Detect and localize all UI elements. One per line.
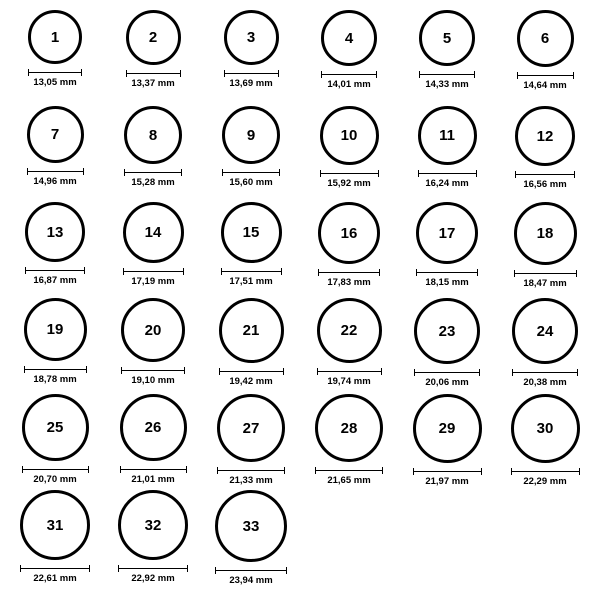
ring-size-grid xyxy=(6,10,594,586)
diameter-label: 14,01 mm xyxy=(327,79,371,90)
diameter-label: 21,01 mm xyxy=(131,474,175,485)
diameter-measure-line xyxy=(419,70,475,78)
ring-circle xyxy=(118,490,188,560)
measure-bar xyxy=(419,74,475,75)
ring-circle xyxy=(25,202,85,262)
ring-size-cell xyxy=(496,298,594,394)
diameter-measure-line xyxy=(28,68,82,76)
ring-size-cell xyxy=(6,106,104,202)
measure-bar xyxy=(221,271,282,272)
diameter-label: 20,38 mm xyxy=(523,377,567,388)
diameter-measure-line xyxy=(22,465,89,473)
ring-size-number: 27 xyxy=(242,419,260,437)
ring-size-cell xyxy=(104,106,202,202)
measure-bar xyxy=(217,470,285,471)
measure-bar xyxy=(219,371,284,372)
ring-size-number: 19 xyxy=(46,321,64,338)
ring-circle xyxy=(419,10,475,66)
ring-size-cell xyxy=(398,202,496,298)
ring-size-cell xyxy=(300,394,398,490)
diameter-measure-line xyxy=(514,269,577,277)
ring-size-cell xyxy=(6,10,104,106)
diameter-label: 13,37 mm xyxy=(131,78,175,89)
ring-size-cell xyxy=(300,202,398,298)
diameter-label: 19,74 mm xyxy=(327,376,371,387)
ring-size-number: 11 xyxy=(439,127,455,144)
measure-bar xyxy=(320,173,379,174)
measure-bar xyxy=(124,172,182,173)
diameter-measure-line xyxy=(126,69,181,77)
diameter-label: 21,65 mm xyxy=(327,475,371,486)
measure-bar xyxy=(318,272,380,273)
diameter-label: 20,06 mm xyxy=(425,377,469,388)
ring-size-cell xyxy=(300,106,398,202)
ring-circle xyxy=(512,298,578,364)
diameter-measure-line xyxy=(124,168,182,176)
ring-size-number: 24 xyxy=(536,322,554,340)
ring-size-cell xyxy=(300,298,398,394)
diameter-label: 18,78 mm xyxy=(33,374,77,385)
measure-bar xyxy=(414,372,480,373)
ring-circle xyxy=(24,298,87,361)
diameter-measure-line xyxy=(414,368,480,376)
ring-size-cell xyxy=(104,202,202,298)
measure-bar xyxy=(517,75,574,76)
ring-size-cell xyxy=(398,10,496,106)
diameter-measure-line xyxy=(315,466,383,474)
ring-size-cell xyxy=(6,490,104,586)
measure-bar xyxy=(222,172,280,173)
diameter-label: 13,05 mm xyxy=(33,77,77,88)
measure-bar xyxy=(418,173,477,174)
ring-size-cell xyxy=(496,394,594,490)
diameter-measure-line xyxy=(517,71,574,79)
diameter-label: 19,10 mm xyxy=(131,375,175,386)
ring-size-cell xyxy=(300,10,398,106)
measure-bar xyxy=(515,174,575,175)
diameter-measure-line xyxy=(413,467,482,475)
measure-bar xyxy=(321,74,377,75)
diameter-measure-line xyxy=(219,367,284,375)
ring-size-number: 23 xyxy=(438,322,456,340)
ring-size-number: 17 xyxy=(438,224,456,242)
ring-size-number: 20 xyxy=(144,321,162,339)
measure-bar xyxy=(224,73,279,74)
ring-size-cell xyxy=(104,10,202,106)
ring-size-number: 16 xyxy=(340,224,358,242)
diameter-label: 15,28 mm xyxy=(131,177,175,188)
diameter-label: 21,33 mm xyxy=(229,475,273,486)
diameter-measure-line xyxy=(215,566,287,574)
ring-size-cell xyxy=(398,298,496,394)
diameter-label: 21,97 mm xyxy=(425,476,469,487)
measure-bar xyxy=(514,273,577,274)
ring-circle xyxy=(317,298,382,363)
ring-size-number: 29 xyxy=(438,420,456,437)
ring-circle xyxy=(124,106,182,164)
measure-bar xyxy=(28,72,82,73)
diameter-measure-line xyxy=(321,70,377,78)
diameter-measure-line xyxy=(318,268,380,276)
ring-size-number: 26 xyxy=(144,419,162,436)
diameter-label: 22,92 mm xyxy=(131,573,175,584)
diameter-label: 14,64 mm xyxy=(523,80,567,91)
ring-size-number: 21 xyxy=(242,322,260,339)
ring-size-cell xyxy=(6,202,104,298)
ring-circle xyxy=(27,106,84,163)
ring-size-cell xyxy=(202,10,300,106)
ring-size-cell xyxy=(398,106,496,202)
ring-circle xyxy=(219,298,284,363)
measure-bar xyxy=(118,568,188,569)
ring-size-cell xyxy=(104,298,202,394)
measure-bar xyxy=(416,272,478,273)
diameter-measure-line xyxy=(317,367,382,375)
ring-size-cell xyxy=(496,106,594,202)
ring-circle xyxy=(20,490,90,560)
measure-bar xyxy=(413,471,482,472)
ring-size-number: 8 xyxy=(148,126,158,144)
ring-size-cell xyxy=(104,394,202,490)
ring-size-number: 32 xyxy=(144,516,162,534)
measure-bar xyxy=(315,470,383,471)
ring-size-number: 25 xyxy=(46,419,64,436)
diameter-label: 16,87 mm xyxy=(33,275,77,286)
ring-size-number: 15 xyxy=(242,224,260,241)
ring-circle xyxy=(217,394,285,462)
diameter-measure-line xyxy=(118,564,188,572)
ring-circle xyxy=(121,298,185,362)
diameter-measure-line xyxy=(418,169,477,177)
ring-circle xyxy=(22,394,89,461)
measure-bar xyxy=(121,370,185,371)
diameter-measure-line xyxy=(24,365,87,373)
diameter-label: 14,33 mm xyxy=(425,79,469,90)
diameter-label: 23,94 mm xyxy=(229,575,273,586)
diameter-label: 14,96 mm xyxy=(33,176,77,187)
diameter-label: 17,83 mm xyxy=(327,277,371,288)
measure-bar xyxy=(126,73,181,74)
ring-size-number: 22 xyxy=(340,322,358,339)
ring-circle xyxy=(221,202,282,263)
measure-bar xyxy=(215,570,287,571)
ring-size-cell xyxy=(496,202,594,298)
ring-circle xyxy=(224,10,279,65)
ring-size-cell xyxy=(104,490,202,586)
diameter-label: 15,60 mm xyxy=(229,177,273,188)
ring-circle xyxy=(414,298,480,364)
diameter-label: 17,51 mm xyxy=(229,276,273,287)
ring-size-cell xyxy=(6,394,104,490)
diameter-label: 18,15 mm xyxy=(425,277,469,288)
ring-circle xyxy=(514,202,577,265)
ring-size-number: 14 xyxy=(144,224,162,241)
diameter-label: 19,42 mm xyxy=(229,376,273,387)
ring-size-number: 4 xyxy=(344,29,354,47)
ring-size-number: 5 xyxy=(442,29,452,47)
measure-bar xyxy=(120,469,187,470)
diameter-label: 17,19 mm xyxy=(131,276,175,287)
measure-bar xyxy=(20,568,90,569)
ring-size-number: 2 xyxy=(148,29,158,46)
ring-size-number: 28 xyxy=(340,419,358,437)
ring-circle xyxy=(315,394,383,462)
ring-size-number: 12 xyxy=(536,127,554,145)
ring-circle xyxy=(320,106,379,165)
ring-size-cell xyxy=(6,298,104,394)
ring-circle xyxy=(120,394,187,461)
ring-size-number: 18 xyxy=(536,225,554,242)
measure-bar xyxy=(123,271,184,272)
ring-size-cell xyxy=(398,394,496,490)
ring-circle xyxy=(511,394,580,463)
ring-circle xyxy=(418,106,477,165)
ring-circle xyxy=(515,106,575,166)
diameter-measure-line xyxy=(123,267,184,275)
ring-size-cell xyxy=(202,394,300,490)
diameter-label: 22,29 mm xyxy=(523,476,567,487)
diameter-label: 16,24 mm xyxy=(425,178,469,189)
measure-bar xyxy=(25,270,85,271)
ring-size-number: 13 xyxy=(46,223,64,241)
ring-circle xyxy=(321,10,377,66)
diameter-measure-line xyxy=(222,168,280,176)
diameter-measure-line xyxy=(20,564,90,572)
diameter-measure-line xyxy=(25,266,85,274)
measure-bar xyxy=(24,369,87,370)
diameter-label: 13,69 mm xyxy=(229,78,273,89)
ring-size-number: 9 xyxy=(246,126,256,144)
diameter-measure-line xyxy=(120,465,187,473)
ring-circle xyxy=(126,10,181,65)
ring-circle xyxy=(123,202,184,263)
diameter-measure-line xyxy=(512,368,578,376)
ring-circle xyxy=(222,106,280,164)
ring-size-number: 6 xyxy=(540,30,550,47)
diameter-label: 15,92 mm xyxy=(327,178,371,189)
measure-bar xyxy=(22,469,89,470)
ring-circle xyxy=(517,10,574,67)
ring-size-number: 3 xyxy=(246,29,256,46)
ring-size-number: 30 xyxy=(536,420,554,437)
ring-size-number: 33 xyxy=(242,517,260,535)
diameter-label: 22,61 mm xyxy=(33,573,77,584)
ring-size-cell xyxy=(202,202,300,298)
measure-bar xyxy=(512,372,578,373)
measure-bar xyxy=(317,371,382,372)
diameter-measure-line xyxy=(217,466,285,474)
ring-circle xyxy=(318,202,380,264)
diameter-measure-line xyxy=(121,366,185,374)
ring-circle xyxy=(215,490,287,562)
diameter-measure-line xyxy=(27,167,84,175)
diameter-measure-line xyxy=(511,467,580,475)
ring-size-cell xyxy=(202,298,300,394)
ring-size-number: 31 xyxy=(46,516,64,534)
diameter-label: 16,56 mm xyxy=(523,179,567,190)
ring-size-number: 7 xyxy=(50,126,60,143)
ring-size-cell xyxy=(202,490,300,586)
measure-bar xyxy=(511,471,580,472)
diameter-measure-line xyxy=(221,267,282,275)
diameter-measure-line xyxy=(224,69,279,77)
diameter-label: 20,70 mm xyxy=(33,474,77,485)
diameter-label: 18,47 mm xyxy=(523,278,567,289)
ring-size-number: 10 xyxy=(340,127,358,144)
diameter-measure-line xyxy=(416,268,478,276)
ring-size-cell xyxy=(496,10,594,106)
ring-size-cell xyxy=(202,106,300,202)
ring-circle xyxy=(416,202,478,264)
ring-circle xyxy=(413,394,482,463)
diameter-measure-line xyxy=(515,170,575,178)
ring-circle xyxy=(28,10,82,64)
measure-bar xyxy=(27,171,84,172)
ring-size-number: 1 xyxy=(50,28,60,46)
diameter-measure-line xyxy=(320,169,379,177)
